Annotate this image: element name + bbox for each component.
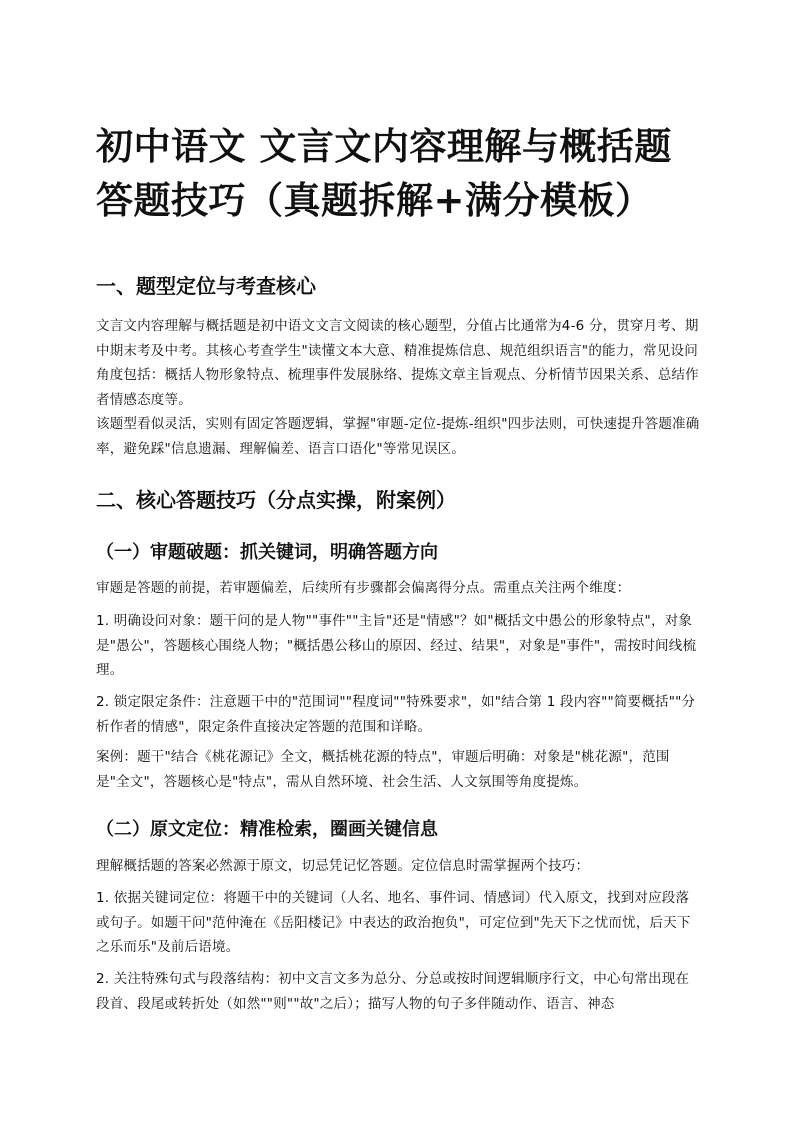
paragraph: 2. 锁定限定条件：注意题干中的"范围词""程度词""特殊要求"，如"结合第 1 段内容""简要概括""分析作者的情感"，限定条件直接决定答题的范围和详略。 — [96, 694, 696, 735]
paragraph: 审题是答题的前提，若审题偏差，后续所有步骤都会偏离得分点。需重点关注两个维度： — [96, 580, 631, 596]
paragraph: 文言文内容理解与概括题是初中语文文言文阅读的核心题型，分值占比通常为4-6 分，贯穿月考、期中期末考及中考。其核心考查学生"读懂文本大意、精准提炼信息、规范组织语言"的能力，常见设问角度包括：概括人物形象特点、梳理事件发展脉络、提炼文章主旨观点、分析情节因果关系、总结作者情感态度等。 — [96, 318, 699, 408]
subsection-heading-1: （一）审题破题：抓关键词，明确答题方向 — [96, 542, 438, 563]
section-heading-1: 一、题型定位与考查核心 — [96, 274, 316, 298]
paragraph: 1. 明确设问对象：题干问的是人物""事件""主旨"还是"情感"？如"概括文中愚公的形象特点"，对象是"愚公"，答题核心围绕人物；"概括愚公移山的原因、经过、结果"，对象是"事件"，需按时间线梳理。 — [96, 613, 697, 678]
paragraph: 该题型看似灵活，实则有固定答题逻辑，掌握"审题-定位-提炼-组织"四步法则，可快速提升答题准确率，避免踩"信息遗漏、理解偏差、语言口语化"等常见误区。 — [96, 416, 700, 457]
section-heading-2: 二、核心答题技巧（分点实操，附案例） — [96, 488, 456, 512]
document-title: 初中语文 文言文内容理解与概括题答题技巧（真题拆解+满分模板） — [96, 125, 672, 222]
paragraph: 1. 依据关键词定位：将题干中的关键词（人名、地名、事件词、情感词）代入原文，找到对应段落或句子。如题干问"范仲淹在《岳阳楼记》中表达的政治抱负"，可定位到"先天下之忧而忧，后天下之乐而乐"及前后语境。 — [96, 890, 691, 955]
paragraph: 理解概括题的答案必然源于原文，切忌凭记忆答题。定位信息时需掌握两个技巧： — [96, 858, 590, 874]
paragraph: 案例：题干"结合《桃花源记》全文，概括桃花源的特点"，审题后明确：对象是"桃花源"，范围是"全文"，答题核心是"特点"，需从自然环境、社会生活、人文氛围等角度提炼。 — [96, 749, 670, 790]
subsection-heading-2: （二）原文定位：精准检索，圈画关键信息 — [96, 819, 438, 840]
paragraph: 2. 关注特殊句式与段落结构：初中文言文多为总分、分总或按时间逻辑顺序行文，中心句常出现在段首、段尾或转折处（如然""则""故"之后）；描写人物的句子多伴随动作、语言、神态 — [96, 971, 690, 1012]
